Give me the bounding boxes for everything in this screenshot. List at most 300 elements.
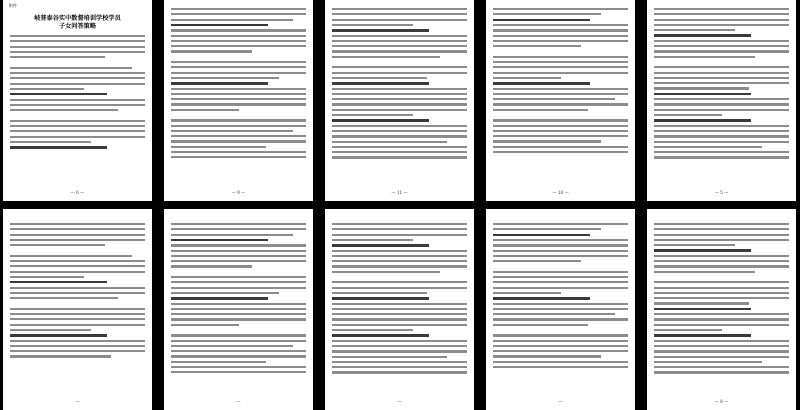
text-block	[3, 35, 152, 149]
text-line	[10, 329, 91, 331]
text-line	[171, 98, 306, 100]
text-line	[171, 361, 266, 363]
text-line	[171, 250, 306, 252]
text-line	[493, 329, 628, 331]
text-line	[654, 356, 789, 358]
text-line	[10, 72, 145, 74]
text-line	[493, 66, 628, 68]
document-page[interactable]	[325, 209, 474, 410]
text-line	[171, 82, 268, 84]
text-line	[332, 156, 467, 158]
text-line	[654, 45, 789, 47]
text-line	[654, 302, 749, 304]
text-line	[654, 114, 722, 116]
text-line	[10, 125, 145, 127]
page-number: —	[397, 399, 402, 404]
text-line	[10, 324, 145, 326]
text-line	[654, 66, 789, 68]
text-line	[10, 146, 107, 148]
text-line	[332, 8, 467, 10]
text-line	[654, 345, 789, 347]
text-line	[332, 271, 440, 273]
text-line	[332, 303, 467, 305]
document-page[interactable]	[486, 209, 635, 410]
text-line	[654, 366, 789, 368]
text-line	[10, 114, 145, 116]
text-line	[332, 40, 467, 42]
text-line	[10, 35, 145, 37]
text-line	[171, 56, 306, 58]
text-line	[493, 303, 628, 305]
text-line	[171, 255, 306, 257]
text-line	[493, 297, 590, 299]
text-line	[171, 88, 306, 90]
page-number: — 5 —	[714, 190, 729, 195]
text-line	[654, 271, 755, 273]
text-line	[493, 45, 581, 47]
text-line	[654, 244, 735, 246]
text-line	[493, 119, 628, 121]
text-line	[332, 276, 467, 278]
text-line	[654, 151, 789, 153]
text-line	[10, 308, 145, 310]
text-line	[332, 239, 413, 241]
text-line	[171, 239, 268, 241]
document-page[interactable]	[164, 0, 313, 201]
text-line	[332, 356, 447, 358]
text-line	[493, 223, 628, 225]
text-block	[647, 209, 796, 374]
text-line	[171, 93, 306, 95]
text-line	[10, 355, 111, 357]
text-line	[171, 114, 306, 116]
text-line	[493, 366, 628, 368]
text-line	[171, 66, 306, 68]
text-line	[332, 45, 467, 47]
text-line	[654, 318, 789, 320]
text-line	[493, 250, 628, 252]
text-line	[10, 83, 145, 85]
text-line	[171, 345, 293, 347]
text-line	[493, 234, 590, 236]
text-line	[654, 265, 789, 267]
text-line	[171, 24, 268, 26]
text-line	[493, 82, 590, 84]
text-line	[493, 77, 561, 79]
text-line	[171, 29, 306, 31]
text-line	[654, 125, 789, 127]
text-line	[493, 109, 588, 111]
text-line	[332, 130, 467, 132]
text-line	[332, 114, 413, 116]
text-line	[10, 260, 145, 262]
text-line	[171, 292, 279, 294]
page-number: — 10 —	[552, 190, 569, 195]
text-block	[325, 209, 474, 374]
text-line	[10, 276, 84, 278]
page-number: —	[236, 399, 241, 404]
text-line	[654, 340, 789, 342]
text-line	[332, 287, 467, 289]
text-line	[654, 98, 789, 100]
text-line	[493, 98, 615, 100]
text-line	[493, 125, 628, 127]
text-line	[10, 109, 118, 111]
text-line	[493, 345, 628, 347]
text-line	[171, 287, 306, 289]
text-line	[332, 29, 429, 31]
text-line	[332, 98, 467, 100]
text-line	[654, 361, 762, 363]
text-line	[332, 361, 467, 363]
text-line	[332, 371, 467, 373]
text-line	[332, 35, 467, 37]
text-line	[493, 146, 628, 148]
text-line	[10, 130, 145, 132]
text-line	[171, 8, 306, 10]
text-line	[171, 119, 306, 121]
text-line	[171, 125, 306, 127]
text-line	[171, 45, 306, 47]
text-line	[654, 350, 789, 352]
text-line	[171, 19, 293, 21]
text-line	[654, 313, 789, 315]
text-line	[10, 239, 145, 241]
page-number: — 8 —	[714, 399, 729, 404]
text-line	[493, 318, 628, 320]
text-line	[654, 56, 755, 58]
text-line	[171, 109, 239, 111]
text-line	[654, 109, 789, 111]
text-line	[171, 77, 279, 79]
text-line	[493, 50, 628, 52]
text-line	[654, 297, 789, 299]
text-line	[171, 324, 239, 326]
text-line	[493, 88, 628, 90]
text-line	[332, 350, 467, 352]
text-line	[332, 366, 467, 368]
text-line	[10, 271, 145, 273]
text-line	[493, 355, 601, 357]
text-line	[654, 24, 789, 26]
document-page[interactable]	[486, 0, 635, 201]
text-line	[171, 308, 306, 310]
text-line	[654, 281, 789, 283]
text-line	[493, 29, 628, 31]
text-line	[654, 87, 749, 89]
text-line	[10, 136, 145, 138]
title-line: 子女问答策略	[58, 23, 97, 30]
text-line	[10, 51, 145, 53]
text-line	[10, 61, 145, 63]
text-line	[493, 255, 628, 257]
text-line	[10, 223, 145, 225]
text-line	[493, 151, 628, 153]
text-line	[171, 260, 306, 262]
text-line	[332, 345, 467, 347]
text-line	[654, 146, 762, 148]
text-line	[10, 234, 145, 236]
text-line	[10, 287, 145, 289]
text-line	[171, 329, 306, 331]
text-block	[3, 209, 152, 358]
text-line	[654, 308, 751, 310]
text-line	[493, 13, 601, 15]
text-line	[493, 340, 628, 342]
text-line	[171, 103, 306, 105]
document-page[interactable]	[647, 209, 796, 410]
text-line	[10, 292, 145, 294]
text-line	[332, 340, 467, 342]
text-line	[654, 130, 789, 132]
text-line	[493, 40, 628, 42]
text-line	[171, 244, 306, 246]
text-line	[332, 281, 467, 283]
text-line	[171, 318, 306, 320]
text-line	[493, 140, 601, 142]
text-line	[654, 29, 735, 31]
text-line	[654, 77, 789, 79]
text-line	[10, 297, 118, 299]
text-line	[332, 82, 429, 84]
text-line	[332, 56, 440, 58]
text-line	[332, 146, 467, 148]
text-line	[332, 324, 467, 326]
text-line	[493, 24, 628, 26]
text-line	[332, 103, 467, 105]
text-line	[332, 109, 467, 111]
text-line	[171, 40, 306, 42]
text-line	[654, 13, 789, 15]
text-line	[10, 340, 145, 342]
text-line	[171, 146, 266, 148]
text-line	[654, 239, 789, 241]
text-line	[332, 234, 467, 236]
text-line	[171, 281, 306, 283]
text-line	[654, 234, 789, 236]
text-line	[171, 13, 306, 15]
text-line	[493, 114, 628, 116]
text-line	[10, 141, 91, 143]
text-line	[493, 287, 628, 289]
text-line	[171, 265, 252, 267]
text-line	[332, 292, 427, 294]
text-block	[164, 209, 313, 373]
text-line	[10, 77, 145, 79]
text-line	[654, 292, 789, 294]
text-line	[171, 228, 306, 230]
document-page[interactable]	[3, 209, 152, 410]
text-line	[332, 223, 467, 225]
text-line	[10, 302, 145, 304]
text-line	[654, 334, 751, 336]
text-line	[332, 19, 467, 21]
text-line	[332, 119, 429, 121]
text-line	[171, 130, 293, 132]
text-line	[332, 66, 467, 68]
text-line	[332, 125, 467, 127]
text-line	[493, 93, 628, 95]
text-line	[10, 40, 145, 42]
text-line	[493, 239, 628, 241]
page-number: —	[558, 399, 563, 404]
text-line	[171, 140, 306, 142]
text-line	[171, 223, 306, 225]
text-line	[171, 350, 306, 352]
text-line	[10, 88, 84, 90]
text-line	[10, 345, 145, 347]
text-line	[654, 8, 789, 10]
text-line	[654, 82, 789, 84]
text-line	[493, 35, 628, 37]
text-line	[332, 244, 429, 246]
text-line	[332, 141, 447, 143]
text-line	[332, 72, 467, 74]
text-line	[332, 329, 413, 331]
text-line	[171, 371, 306, 373]
text-line	[332, 334, 429, 336]
text-line	[493, 308, 628, 310]
text-line	[332, 93, 467, 95]
text-line	[493, 292, 561, 294]
document-page[interactable]	[3, 0, 152, 201]
text-line	[493, 228, 601, 230]
text-line	[332, 50, 467, 52]
text-line	[10, 334, 107, 336]
text-line	[493, 350, 628, 352]
page-number: —	[75, 399, 80, 404]
text-line	[493, 19, 590, 21]
text-line	[654, 103, 789, 105]
text-line	[493, 135, 628, 137]
text-line	[654, 156, 789, 158]
text-line	[10, 265, 145, 267]
text-line	[10, 318, 145, 320]
page-number: — 6 —	[70, 190, 85, 195]
text-line	[171, 334, 306, 336]
text-line	[493, 103, 628, 105]
text-line	[493, 265, 628, 267]
page-number: — 9 —	[231, 190, 246, 195]
text-line	[10, 56, 105, 58]
text-line	[171, 135, 306, 137]
text-line	[332, 250, 467, 252]
text-line	[10, 281, 107, 283]
text-line	[10, 46, 145, 48]
text-block	[325, 0, 474, 159]
text-block	[486, 0, 635, 153]
text-line	[654, 50, 789, 52]
text-line	[10, 249, 145, 251]
text-line	[654, 223, 789, 225]
text-line	[493, 130, 628, 132]
text-line	[654, 228, 789, 230]
text-line	[332, 318, 467, 320]
text-line	[332, 297, 429, 299]
text-line	[171, 234, 293, 236]
text-line	[332, 313, 467, 315]
text-line	[10, 255, 132, 257]
text-line	[171, 276, 306, 278]
text-line	[332, 61, 467, 63]
text-line	[654, 40, 789, 42]
text-line	[171, 303, 306, 305]
text-line	[332, 24, 413, 26]
text-line	[493, 271, 628, 273]
text-line	[332, 265, 467, 267]
text-line	[332, 255, 467, 257]
text-line	[10, 228, 145, 230]
text-line	[10, 350, 145, 352]
text-line	[10, 93, 107, 95]
text-line	[493, 324, 588, 326]
text-line	[493, 334, 628, 336]
text-line	[171, 50, 252, 52]
text-line	[332, 308, 467, 310]
text-line	[10, 244, 105, 246]
text-line	[654, 260, 789, 262]
text-line	[332, 151, 467, 153]
text-line	[493, 281, 628, 283]
document-page[interactable]	[325, 0, 474, 201]
text-line	[654, 19, 789, 21]
text-line	[171, 355, 306, 357]
text-line	[171, 151, 306, 153]
text-line	[493, 313, 615, 315]
text-line	[654, 135, 789, 137]
text-line	[171, 61, 306, 63]
corner-label: 附件	[9, 3, 17, 8]
document-page[interactable]	[647, 0, 796, 201]
document-page[interactable]	[164, 209, 313, 410]
text-line	[332, 260, 467, 262]
text-line	[332, 135, 467, 137]
text-line	[654, 72, 789, 74]
text-line	[332, 13, 467, 15]
text-line	[10, 99, 145, 101]
text-line	[654, 34, 751, 36]
text-line	[654, 324, 789, 326]
text-line	[654, 119, 751, 121]
text-line	[332, 77, 427, 79]
text-line	[10, 313, 145, 315]
page-number: — 11 —	[391, 190, 408, 195]
text-line	[654, 93, 751, 95]
text-block	[164, 0, 313, 158]
text-line	[654, 249, 751, 251]
text-line	[493, 56, 628, 58]
text-line	[654, 141, 789, 143]
text-line	[493, 61, 628, 63]
text-line	[10, 67, 132, 69]
text-line	[171, 35, 306, 37]
text-line	[654, 276, 789, 278]
text-line	[332, 88, 467, 90]
text-line	[493, 276, 628, 278]
text-line	[493, 72, 628, 74]
text-line	[654, 61, 789, 63]
text-block	[486, 209, 635, 368]
text-line	[10, 104, 145, 106]
text-line	[171, 72, 306, 74]
title-line: 岐普泰谷实中数督培训学校学员	[34, 15, 121, 22]
document-title	[9, 15, 146, 31]
text-line	[654, 329, 722, 331]
text-line	[171, 366, 306, 368]
text-line	[654, 287, 789, 289]
text-line	[171, 156, 306, 158]
text-line	[654, 371, 789, 373]
